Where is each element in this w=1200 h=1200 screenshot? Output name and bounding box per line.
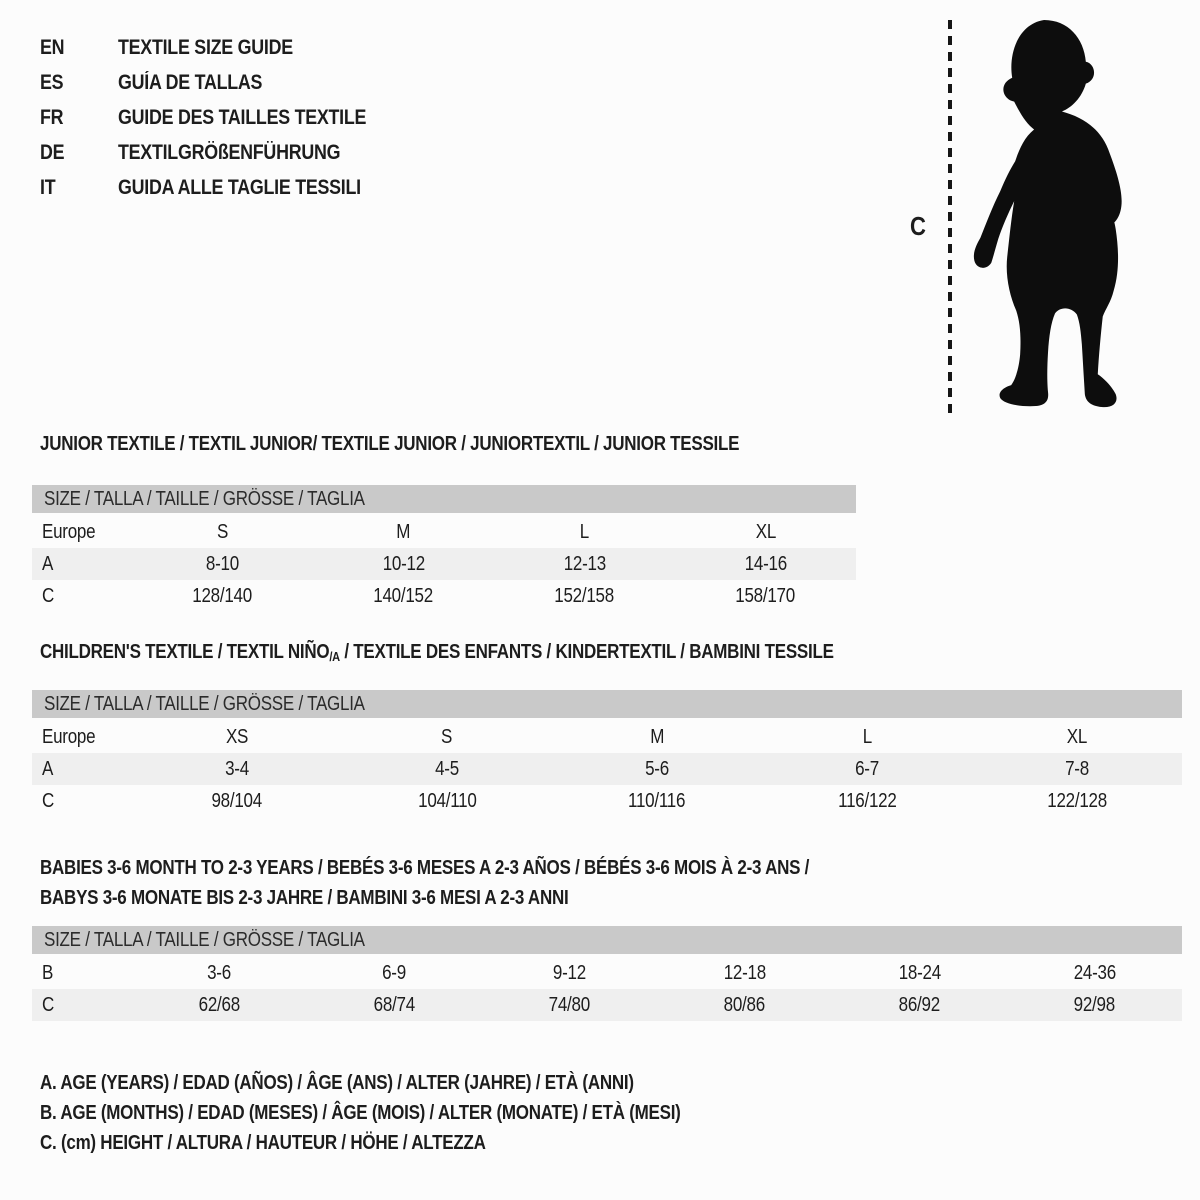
size-header-bar: SIZE / TALLA / TAILLE / GRÖSSE / TAGLIA: [32, 926, 1182, 954]
size-value-cell: 140/152: [373, 585, 434, 607]
row-label: B: [42, 962, 54, 984]
size-value-cell: L: [862, 726, 872, 748]
legend-age-years: A. AGE (YEARS) / EDAD (AÑOS) / ÂGE (ANS) / ALTER (JAHRE) / ETÀ (ANNI): [40, 1072, 634, 1094]
babies-section-title-line2: BABYS 3-6 MONATE BIS 2-3 JAHRE / BAMBINI 3-6 MESI A 2-3 ANNI: [40, 887, 569, 909]
legend-age-months: B. AGE (MONTHS) / EDAD (MESES) / ÂGE (MOIS) / ALTER (MONATE) / ETÀ (MESI): [40, 1102, 681, 1124]
language-code: FR: [40, 106, 64, 129]
language-title: GUIDA ALLE TAGLIE TESSILI: [118, 176, 361, 199]
size-value-cell: 74/80: [548, 994, 591, 1016]
size-value-cell: M: [650, 726, 664, 748]
table-row-b: [32, 957, 1182, 989]
size-value-cell: 62/68: [198, 994, 241, 1016]
size-value-cell: 158/170: [735, 585, 796, 607]
language-title: TEXTILE SIZE GUIDE: [118, 36, 293, 59]
size-value-cell: 10-12: [382, 553, 425, 575]
table-row-europe: [32, 516, 856, 548]
size-value-cell: 24-36: [1073, 962, 1116, 984]
size-value-cell: 86/92: [898, 994, 941, 1016]
size-value-cell: 6-7: [855, 758, 879, 780]
table-row-c: [32, 580, 856, 612]
size-value-cell: 7-8: [1065, 758, 1089, 780]
size-value-cell: 8-10: [205, 553, 240, 575]
size-value-cell: 14-16: [744, 553, 787, 575]
size-value-cell: 98/104: [211, 790, 263, 812]
size-value-cell: S: [216, 521, 229, 543]
nino-a-subscript: /A: [329, 649, 340, 664]
size-value-cell: 152/158: [554, 585, 615, 607]
language-title: GUÍA DE TALLAS: [118, 71, 263, 94]
row-label: C: [42, 994, 55, 1016]
height-measure-dashed-line: [948, 20, 952, 416]
size-value-cell: 92/98: [1073, 994, 1116, 1016]
size-value-cell: 12-18: [723, 962, 766, 984]
size-value-cell: 9-12: [552, 962, 587, 984]
size-value-cell: XS: [225, 726, 249, 748]
language-title: TEXTILGRÖßENFÜHRUNG: [118, 141, 341, 164]
size-value-cell: 3-6: [207, 962, 232, 984]
size-value-cell: L: [579, 521, 590, 543]
size-value-cell: 6-9: [382, 962, 407, 984]
children-size-table: [32, 690, 1182, 817]
junior-size-table: [32, 485, 856, 612]
size-value-cell: 5-6: [645, 758, 669, 780]
babies-section-title-line1: BABIES 3-6 MONTH TO 2-3 YEARS / BEBÉS 3-6 MESES A 2-3 AÑOS / BÉBÉS 3-6 MOIS À 2-3 ANS /: [40, 857, 810, 879]
size-value-cell: S: [441, 726, 453, 748]
size-value-cell: 4-5: [435, 758, 459, 780]
language-title: GUIDE DES TAILLES TEXTILE: [118, 106, 367, 129]
size-value-cell: 122/128: [1047, 790, 1107, 812]
legend-height-cm: C. (cm) HEIGHT / ALTURA / HAUTEUR / HÖHE / ALTEZZA: [40, 1132, 486, 1154]
language-code: EN: [40, 36, 65, 59]
size-value-cell: XL: [755, 521, 776, 543]
row-label: A: [42, 553, 54, 575]
size-value-cell: 68/74: [373, 994, 416, 1016]
size-header-bar: SIZE / TALLA / TAILLE / GRÖSSE / TAGLIA: [32, 690, 1182, 718]
junior-section-title: JUNIOR TEXTILE / TEXTIL JUNIOR/ TEXTILE JUNIOR / JUNIORTEXTIL / JUNIOR TESSILE: [40, 433, 740, 455]
size-value-cell: 12-13: [563, 553, 606, 575]
row-label: C: [42, 790, 55, 812]
children-section-title: CHILDREN'S TEXTILE / TEXTIL NIÑO/A / TEXTILE DES ENFANTS / KINDERTEXTIL / BAMBINI TESSILE: [40, 641, 834, 664]
size-value-cell: XL: [1066, 726, 1088, 748]
language-code: DE: [40, 141, 65, 164]
size-value-cell: 128/140: [192, 585, 253, 607]
table-row-a: [32, 548, 856, 580]
height-measure-label: C: [910, 211, 926, 241]
table-row-europe: [32, 721, 1182, 753]
row-label: Europe: [42, 521, 96, 543]
table-row-a: [32, 753, 1182, 785]
language-code: IT: [40, 176, 56, 199]
table-row-c: [32, 989, 1182, 1021]
size-value-cell: 104/110: [417, 790, 477, 812]
babies-size-table: [32, 926, 1182, 1021]
size-value-cell: 18-24: [898, 962, 941, 984]
row-label: C: [42, 585, 55, 607]
table-row-c: [32, 785, 1182, 817]
size-value-cell: 3-4: [225, 758, 249, 780]
toddler-silhouette-icon: [964, 18, 1140, 416]
row-label: Europe: [42, 726, 96, 748]
row-label: A: [42, 758, 54, 780]
size-value-cell: 116/122: [837, 790, 897, 812]
language-code: ES: [40, 71, 64, 94]
size-value-cell: 110/116: [628, 790, 686, 812]
size-value-cell: M: [396, 521, 411, 543]
size-value-cell: 80/86: [723, 994, 766, 1016]
size-header-bar: SIZE / TALLA / TAILLE / GRÖSSE / TAGLIA: [32, 485, 856, 513]
